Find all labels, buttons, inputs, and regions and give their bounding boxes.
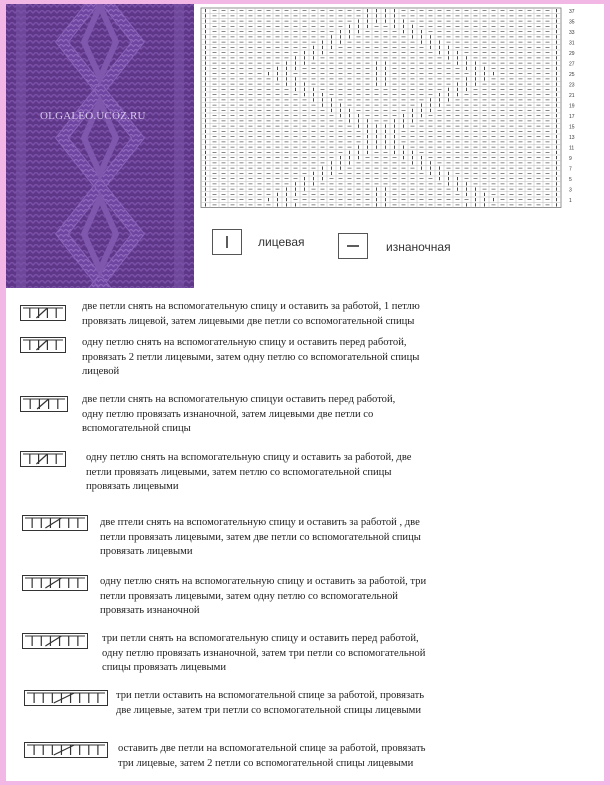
instruction-line: спицы провязать лицевыми: [102, 662, 227, 673]
instruction-line: две птели снять на вспомогательную спицу и оставить за работой , две: [100, 517, 420, 528]
instruction-line: провязать изнаночной: [100, 605, 200, 616]
row-number: 37: [569, 8, 575, 15]
purl-legend-label: изнаночная: [386, 240, 451, 254]
cable-1-2-left-icon: [20, 337, 66, 353]
knitted-swatch-photo: [6, 4, 194, 288]
instruction-text: [100, 575, 426, 619]
instruction-text: [102, 632, 425, 676]
cable-1-3-purl-right-icon: [22, 575, 88, 591]
instruction-line: вспомогательной спицы: [82, 423, 191, 434]
row-number: 13: [569, 134, 575, 141]
row-number: 31: [569, 40, 575, 47]
row-number: 29: [569, 50, 575, 57]
instruction-text: [82, 336, 419, 380]
instruction-line: две лицевые, затем три петли со вспомогательной спицы лицевыми: [116, 704, 421, 716]
knit-legend-label: лицевая: [258, 235, 305, 249]
instruction-text: [86, 451, 411, 495]
purl-stitch-icon: [338, 233, 368, 259]
instruction-text: [116, 689, 424, 718]
row-number: 17: [569, 113, 575, 120]
instruction-line: провязать 2 петли лицевыми, затем одну петлю со вспомогательной спицы: [82, 351, 420, 363]
row-number: 35: [569, 19, 575, 26]
watermark: OLGALEO.UCOZ.RU: [40, 110, 146, 122]
row-number: 25: [569, 71, 575, 78]
instruction-text: [100, 516, 421, 560]
row-number: 3: [569, 187, 572, 194]
knit-stitch-icon: [212, 229, 242, 255]
row-number: 23: [569, 82, 575, 89]
instruction-line: три петли оставить на вспомогательной спице за работой, провязать: [116, 690, 425, 701]
row-number: 9: [569, 155, 572, 162]
instruction-line: две петли снять на вспомогательную спицу и оставить за работой, 1 петлю: [82, 301, 420, 312]
instruction-line: одну петлю снять на вспомогательную спицу и оставить за работой, три: [100, 576, 427, 587]
cable-1-2-purl-right-icon: [20, 451, 66, 467]
row-number: 15: [569, 124, 575, 131]
instruction-line: одну петлю снять на вспомогательную спицу и оставить за работой, две: [86, 452, 412, 463]
row-number: 21: [569, 92, 575, 99]
knitting-chart: [199, 6, 602, 216]
instruction-line: провязать лицевой, затем лицевыми две петли со вспомогательной спицы: [82, 315, 415, 327]
swatch-image: [6, 4, 194, 288]
row-number: 1: [569, 197, 572, 204]
instruction-text: [118, 742, 425, 771]
chart-grid: [199, 6, 602, 216]
cable-3-2-right-icon: [24, 690, 108, 706]
instruction-line: оставить две петли на вспомогательной спице за работой, провязать: [118, 743, 426, 754]
instruction-line: одну петлю провязать изнаночной, затем три петли со вспомогательной: [102, 647, 426, 659]
cable-2-1-right-icon: [20, 305, 66, 321]
instruction-text: [82, 300, 420, 329]
instruction-line: петли провязать лицевыми, затем петлю со вспомогательной спицы: [86, 466, 392, 478]
instruction-line: одну петлю провязать изнаночной, затем лицевыми две петли со: [82, 408, 374, 420]
instruction-text: [82, 393, 395, 437]
instruction-line: провязать лицевыми: [100, 546, 193, 557]
row-number: 5: [569, 176, 572, 183]
instruction-line: провязать лицевыми: [86, 481, 179, 492]
instruction-line: петли провязать лицевыми, затем одну петлю со вспомогательной: [100, 590, 398, 602]
cable-3-1-purl-left-icon: [22, 633, 88, 649]
instruction-line: лицевой: [82, 366, 120, 377]
row-number: 27: [569, 61, 575, 68]
row-number: 11: [569, 145, 575, 152]
instruction-line: три петли снять на вспомогательную спицу и оставить перед работой,: [102, 633, 419, 644]
instruction-line: три лицевые, затем 2 петли со вспомогательной спицы лицевыми: [118, 757, 414, 769]
instruction-line: петли провязать лицевыми, затем две петли со вспомогательной спицы: [100, 531, 421, 543]
row-number: 33: [569, 29, 575, 36]
cable-2-2-right-icon: [22, 515, 88, 531]
instruction-line: одну петлю снять на вспомогательную спицу и оставить перед работой,: [82, 337, 407, 348]
cable-2-1-purl-left-icon: [20, 396, 68, 412]
row-number: 7: [569, 166, 572, 173]
row-number: 19: [569, 103, 575, 110]
instruction-line: две петли снять на вспомогательную спицуи оставить перед работой,: [82, 394, 396, 405]
cable-2-3-right-icon: [24, 742, 108, 758]
